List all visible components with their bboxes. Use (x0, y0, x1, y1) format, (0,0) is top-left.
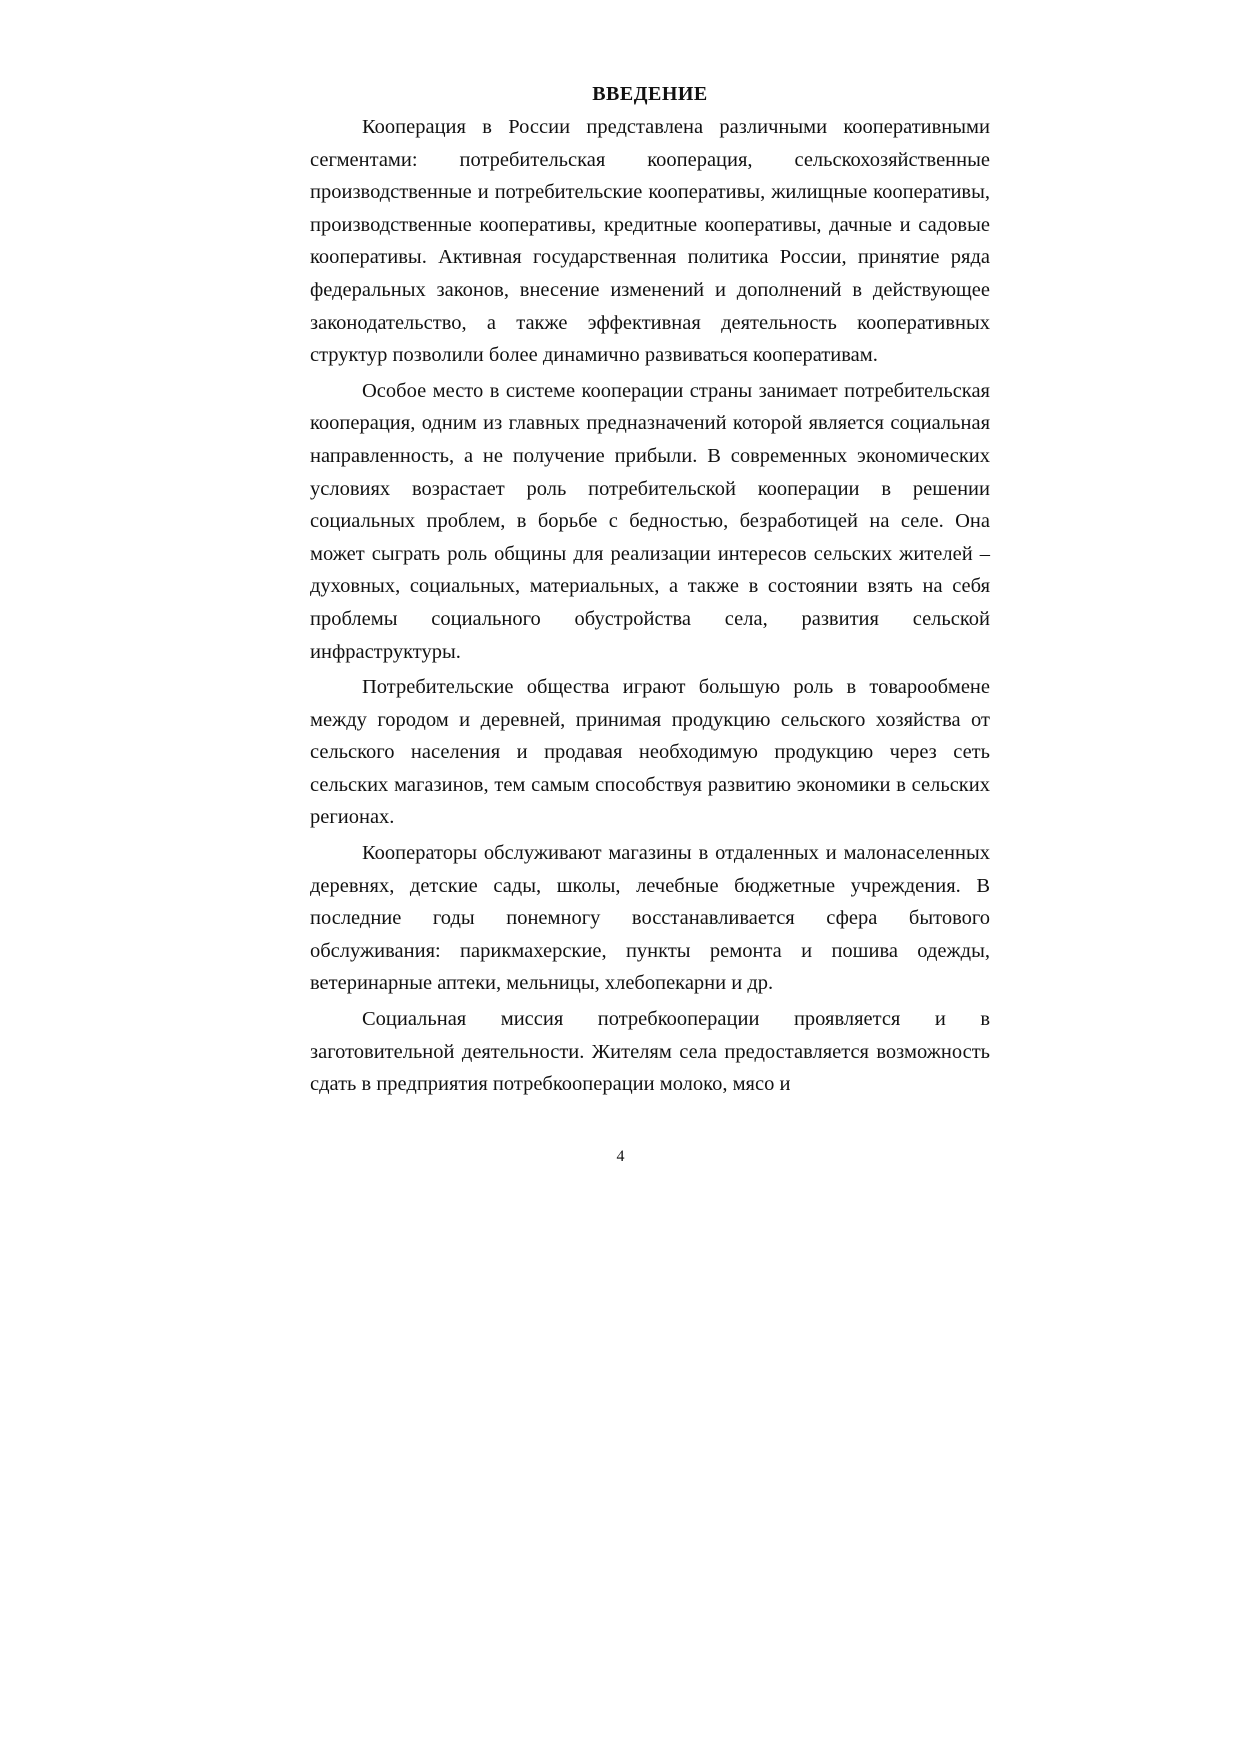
page-number: 4 (616, 1148, 625, 1165)
paragraph-3: Потребительские общества играют большую роль в товарообмене между городом и деревней, принимая продукцию сельского хозяйства от сельского населения и продавая необходимую продукцию через сеть сельских магазинов, тем самым способствуя развитию экономики в сельских регионах. (310, 676, 990, 829)
paragraph-1: Кооперация в России представлена различными кооперативными сегментами: потребительская кооперация, сельскохозяйственные производственные и потребительские кооперативы, жилищные кооперативы, производственные кооперативы, кредитные кооперативы, дачные и садовые кооперативы. Активная государственная политика России, принятие ряда федеральных законов, внесение изменений и дополнений в действующее законодательство, а также эффективная деятельность кооперативных структур позволили более динамично развиваться кооперативам. (310, 116, 990, 367)
paragraph-4: Кооператоры обслуживают магазины в отдаленных и малонаселенных деревнях, детские сады, школы, лечебные бюджетные учреждения. В последние годы понемногу восстанавливается сфера бытового обслуживания: парикмахерские, пункты ремонта и пошива одежды, ветеринарные аптеки, мельницы, хлебопекарни и др. (310, 842, 990, 995)
paragraph-2: Особое место в системе кооперации страны занимает потребительская кооперация, одним из главных предназначений которой является социальная направленность, а не получение прибыли. В современных экономических условиях возрастает роль потребительской кооперации в решении социальных проблем, в борьбе с бедностью, безработицей на селе. Она может сыграть роль общины для реализации интересов сельских жителей – духовных, социальных, материальных, а также в состоянии взять на себя проблемы социального обустройства села, развития сельской инфраструктуры. (310, 379, 990, 663)
paragraph-5: Социальная миссия потребкооперации проявляется и в заготовительной деятельности. Жителям села предоставляется возможность сдать в предприятия потребкооперации молоко, мясо и (310, 1008, 990, 1096)
page-content (310, 78, 990, 1104)
page-title: ВВЕДЕНИЕ (592, 83, 708, 105)
